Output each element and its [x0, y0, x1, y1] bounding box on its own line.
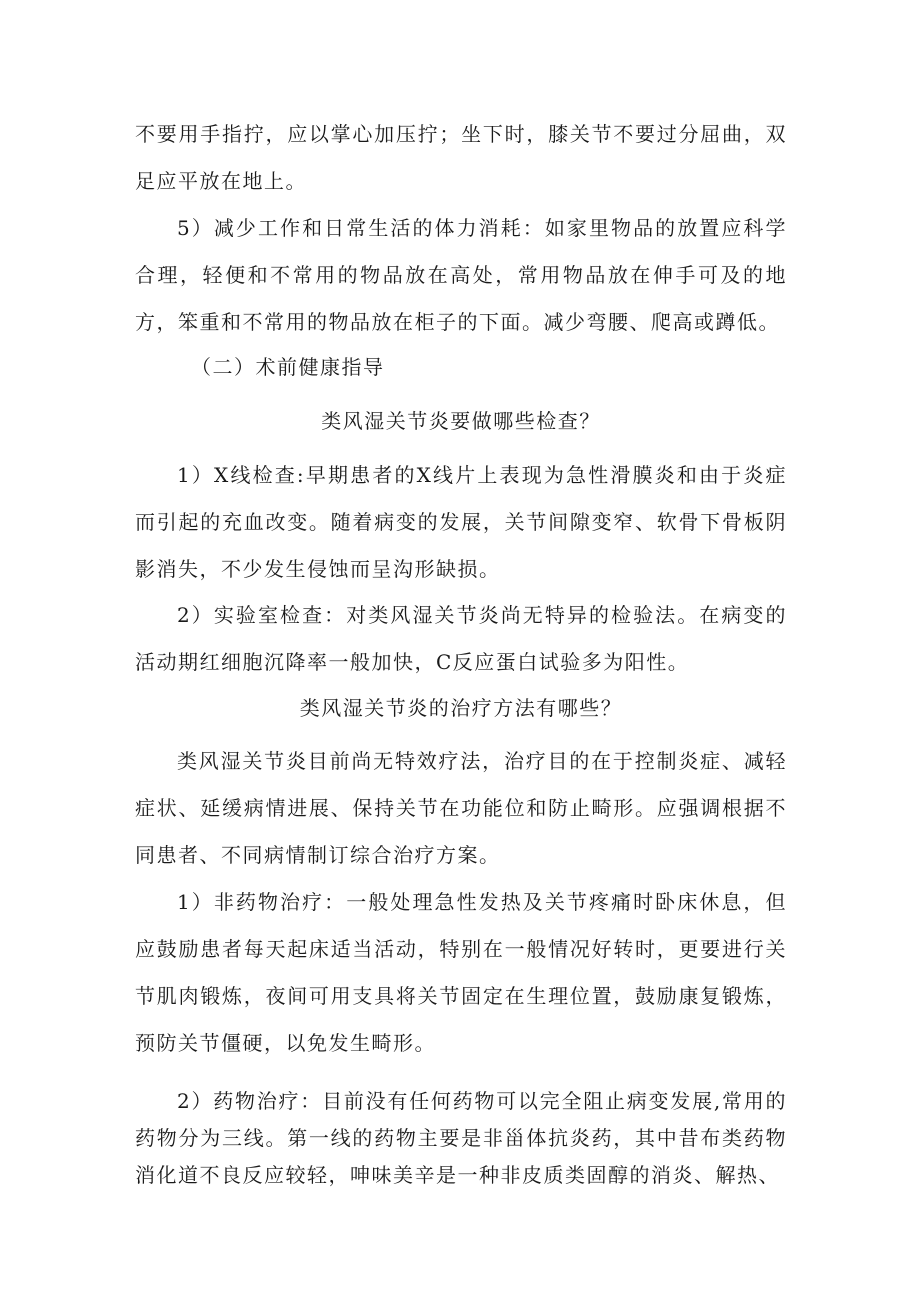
paragraph-drug-treatment: 2）药物治疗：目前没有任何药物可以完全阻止病变发展,常用的药物分为三线。第一线的药物主要是非甾体抗炎药，其中昔布类药物消化道不良反应较轻，呻味美辛是一种非皮质类固醇的消炎、解热、 [135, 1089, 787, 1187]
paragraph-reduce-physical-exertion: 5）减少工作和日常生活的体力消耗：如家里物品的放置应科学合理，轻便和不常用的物品放在高处，常用物品放在伸手可及的地方，笨重和不常用的物品放在柜子的下面。减少弯腰、爬高或蹲低。 [135, 216, 787, 334]
paragraph-treatment-overview: 类风湿关节炎目前尚无特效疗法，治疗目的在于控制炎症、减轻症状、延缓病情进展、保持关节在功能位和防止畸形。应强调根据不同患者、不同病情制订综合治疗方案。 [135, 749, 787, 867]
paragraph-xray-examination: 1）X线检查:早期患者的X线片上表现为急性滑膜炎和由于炎症而引起的充血改变。随着病变的发展，关节间隙变窄、软骨下骨板阴影消失，不少发生侵蚀而呈沟形缺损。 [135, 463, 787, 581]
paragraph-non-drug-treatment: 1）非药物治疗：一般处理急性发热及关节疼痛时卧床休息，但应鼓励患者每天起床适当活动，特别在一般情况好转时，更要进行关节肌肉锻炼，夜间可用支具将关节固定在生理位置，鼓励康复锻炼，预防关节僵硬，以免发生畸形。 [135, 890, 787, 1055]
heading-treatment-methods: 类风湿关节炎的治疗方法有哪些？ [299, 696, 623, 720]
paragraph-joint-protection-continued: 不要用手指拧，应以掌心加压拧；坐下时，膝关节不要过分屈曲，双足应平放在地上。 [135, 122, 787, 193]
paragraph-laboratory-examination: 2）实验室检查：对类风湿关节炎尚无特异的检验法。在病变的活动期红细胞沉降率一般加快，C反应蛋白试验多为阳性。 [135, 603, 787, 674]
subheading-preoperative-guidance: （二）术前健康指导 [191, 355, 385, 379]
heading-examinations: 类风湿关节炎要做哪些检查？ [321, 409, 601, 433]
